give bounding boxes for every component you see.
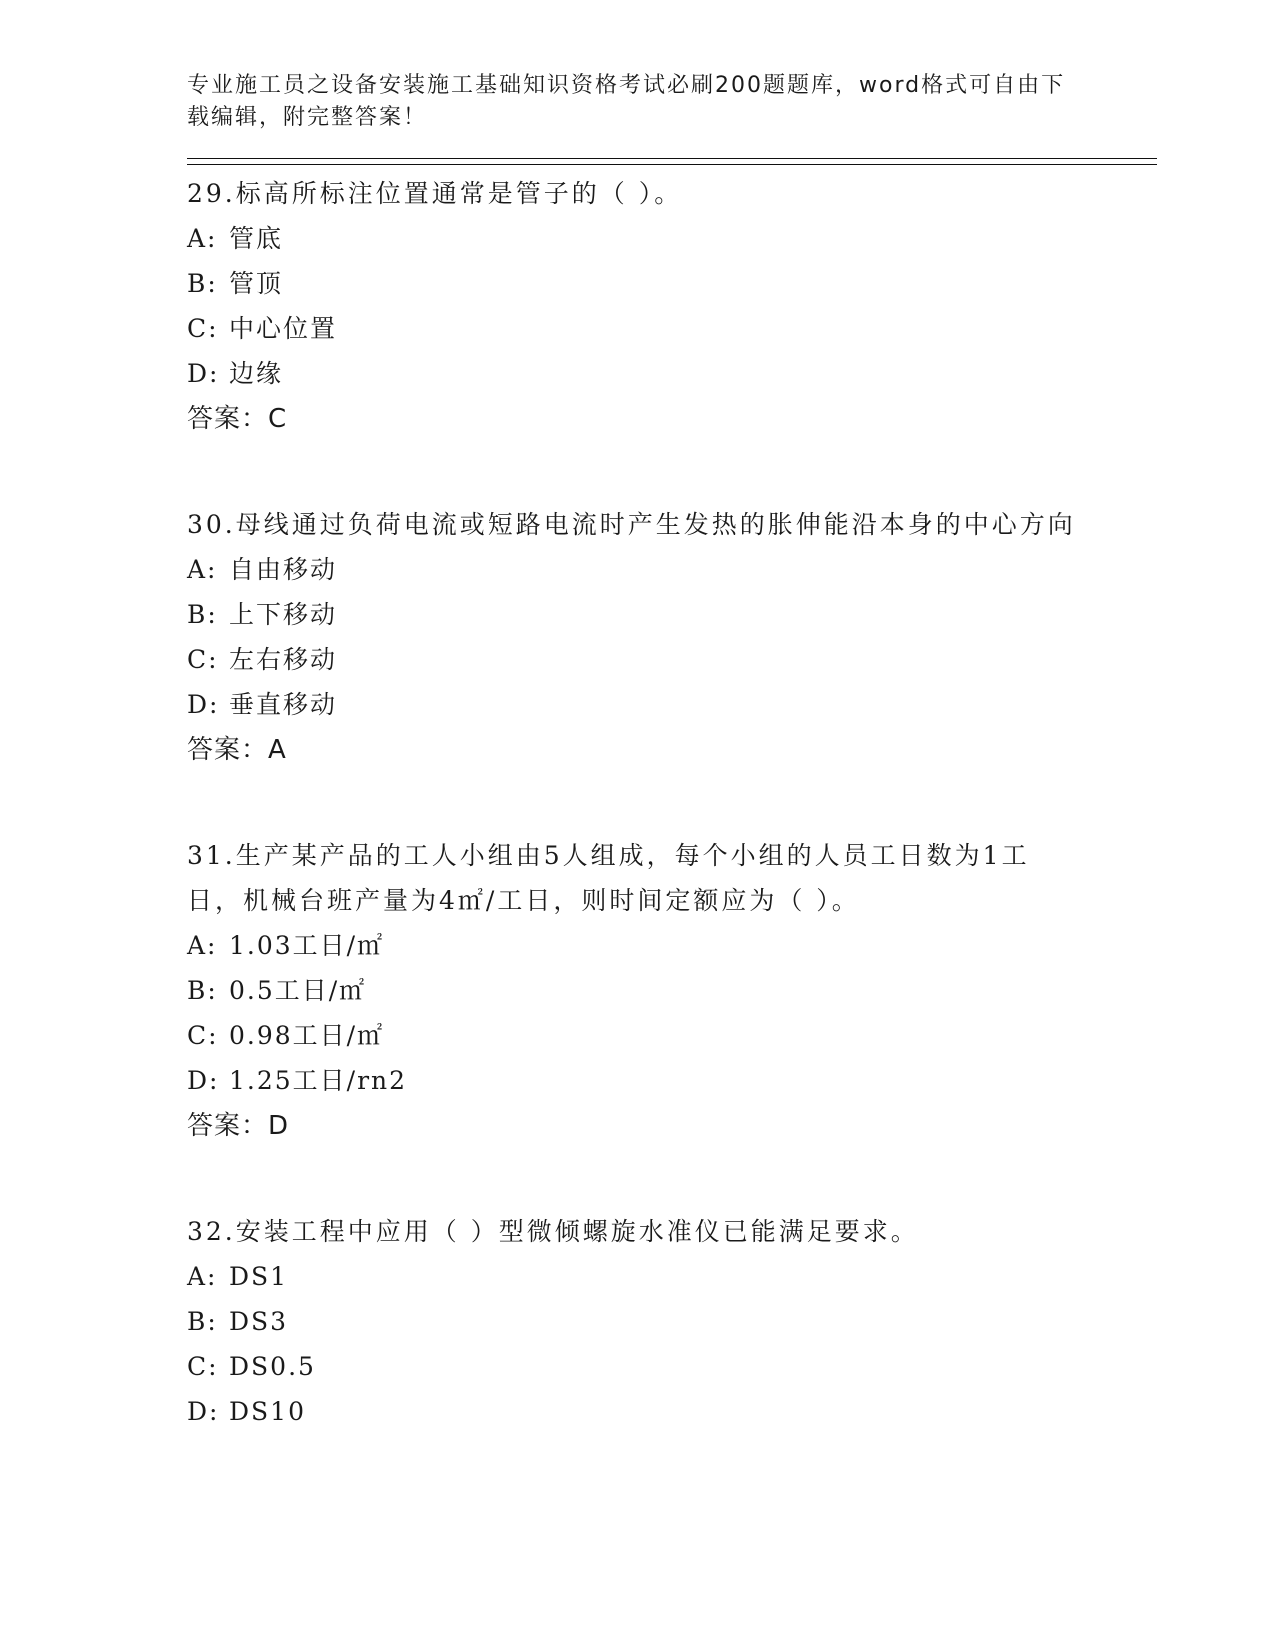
option-c — [187, 1013, 1157, 1058]
option-key: D: — [187, 359, 220, 388]
option-text: 边缘 — [229, 359, 284, 388]
question-stem: 31.生产某产品的工人小组由5人组成，每个小组的人员工日数为1工日，机械台班产量为4㎡/工日，则时间定额应为（ ）。 — [187, 841, 1030, 915]
option-text: 左右移动 — [229, 645, 338, 674]
option-a — [187, 923, 1157, 968]
header-double-rule — [187, 158, 1157, 165]
option-c — [187, 1344, 1157, 1389]
option-text: DS1 — [229, 1262, 289, 1291]
option-text: DS10 — [229, 1397, 306, 1426]
option-key: C: — [187, 1352, 219, 1381]
option-d — [187, 1058, 1157, 1103]
document-page — [187, 70, 1157, 1494]
option-d — [187, 682, 1157, 727]
option-key: A: — [187, 931, 218, 960]
question-31 — [187, 833, 1157, 1149]
option-text: 垂直移动 — [229, 690, 338, 719]
option-d — [187, 351, 1157, 396]
option-a — [187, 547, 1157, 592]
option-text: 1.03工日/㎡ — [229, 931, 385, 960]
option-key: D: — [187, 690, 220, 719]
option-key: D: — [187, 1397, 220, 1426]
option-key: C: — [187, 314, 219, 343]
option-c — [187, 637, 1157, 682]
option-key: B: — [187, 269, 218, 298]
answer-line: 答案：A — [187, 735, 287, 765]
option-text: 管顶 — [229, 269, 284, 298]
option-key: A: — [187, 224, 218, 253]
question-32 — [187, 1209, 1157, 1434]
option-b — [187, 592, 1157, 637]
question-30 — [187, 502, 1157, 773]
answer-line: 答案：C — [187, 404, 288, 434]
option-text: 上下移动 — [229, 600, 338, 629]
option-a — [187, 1254, 1157, 1299]
question-stem: 29.标高所标注位置通常是管子的（ ）。 — [187, 179, 683, 208]
option-key: C: — [187, 1021, 219, 1050]
option-key: A: — [187, 1262, 218, 1291]
option-key: B: — [187, 976, 218, 1005]
question-stem: 30.母线通过负荷电流或短路电流时产生发热的胀伸能沿本身的中心方向 — [187, 510, 1076, 539]
option-a — [187, 216, 1157, 261]
option-key: B: — [187, 600, 218, 629]
option-key: B: — [187, 1307, 218, 1336]
option-text: DS3 — [229, 1307, 289, 1336]
option-d — [187, 1389, 1157, 1434]
question-29 — [187, 171, 1157, 442]
option-text: 中心位置 — [229, 314, 338, 343]
option-text: 1.25工日/rn2 — [229, 1066, 408, 1095]
option-c — [187, 306, 1157, 351]
option-text: 管底 — [229, 224, 284, 253]
option-key: D: — [187, 1066, 220, 1095]
option-b — [187, 1299, 1157, 1344]
document-header: 专业施工员之设备安装施工基础知识资格考试必刷200题题库，word格式可自由下载编辑，附完整答案！ — [187, 73, 1066, 130]
option-b — [187, 968, 1157, 1013]
option-text: 自由移动 — [229, 555, 338, 584]
question-list — [187, 171, 1157, 1434]
option-key: C: — [187, 645, 219, 674]
option-text: 0.98工日/㎡ — [229, 1021, 385, 1050]
option-text: 0.5工日/㎡ — [229, 976, 367, 1005]
answer-line: 答案：D — [187, 1111, 290, 1141]
option-b — [187, 261, 1157, 306]
question-stem: 32.安装工程中应用（ ）型微倾螺旋水准仪已能满足要求。 — [187, 1217, 919, 1246]
option-key: A: — [187, 555, 218, 584]
option-text: DS0.5 — [229, 1352, 316, 1381]
